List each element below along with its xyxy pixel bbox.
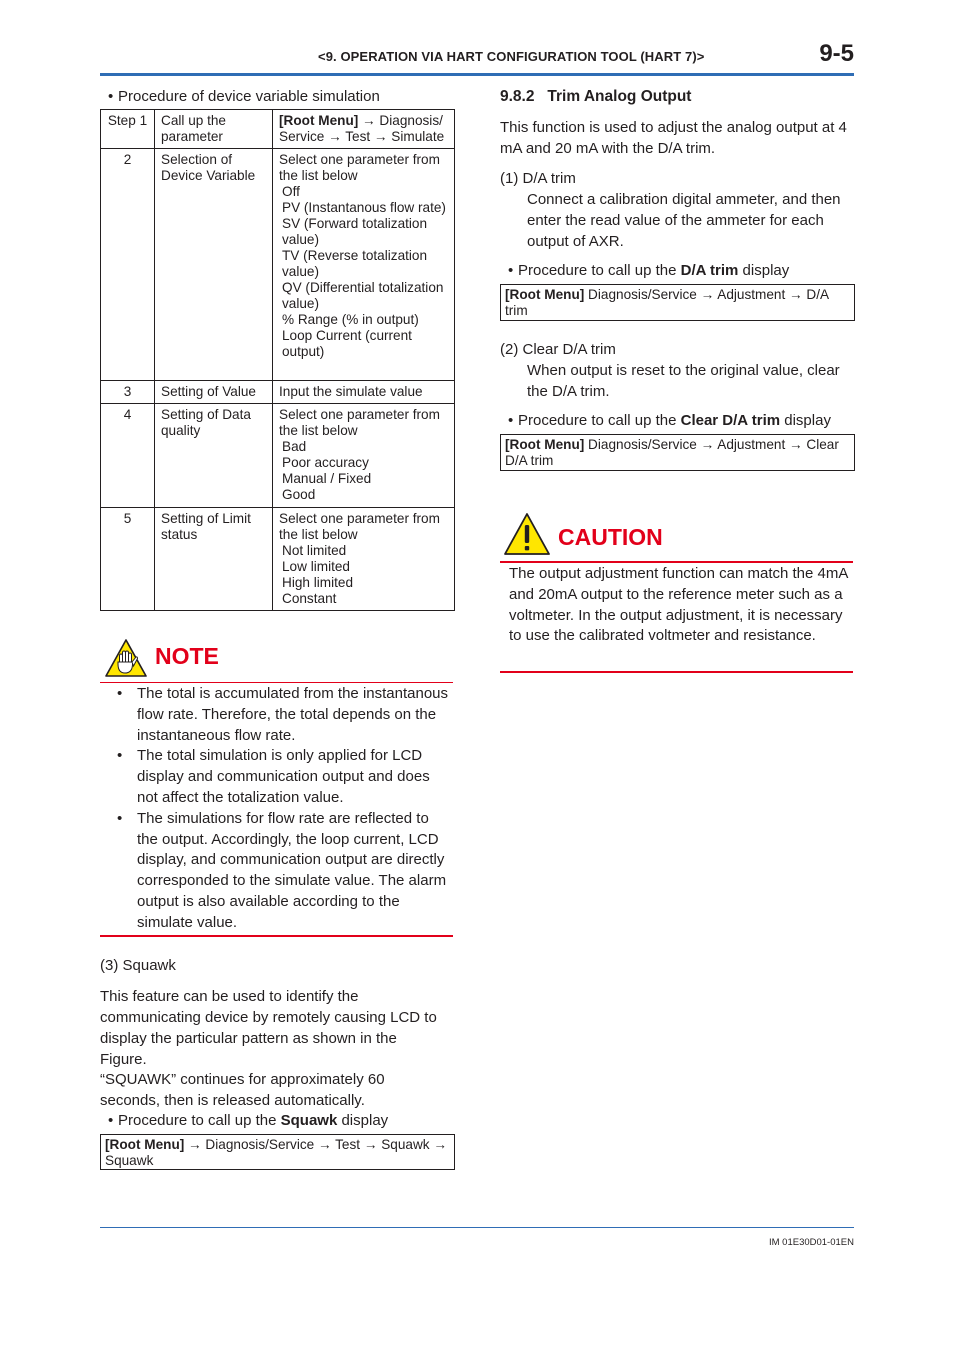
da-trim-procedure-bullet: • Procedure to call up the D/A trim display [500,261,789,281]
page-number: 9-5 [819,40,854,67]
caution-title: CAUTION [558,524,663,550]
list-item: • The simulations for flow rate are reflected to the output. Accordingly, the loop current, LCD display, and communication output are directly corresponded to the simulate value. The alarm output is also available according to the simulate value. [100,809,453,934]
clear-da-trim-menu-path: [Root Menu] Diagnosis/Service → Adjustment → Clear D/A trim [500,434,855,471]
table-row [101,404,455,508]
option-item: QV (Differential totalization value) [282,280,444,311]
option-item: TV (Reverse totalization value) [282,248,428,279]
note-title: NOTE [155,643,219,669]
simulation-procedure-bullet: • Procedure of device variable simulation [100,87,380,107]
table-row [101,381,455,404]
caution-bottom-rule [500,671,853,673]
clear-da-trim-procedure-bullet: • Procedure to call up the Clear D/A trim display [500,411,831,431]
table-cell-step: 3 [101,381,155,404]
option-item: Not limited [282,543,347,558]
section-intro: This function is used to adjust the analog output at 4 mA and 20 mA with the D/A trim. [500,119,847,157]
table-cell-action: Call up the parameter [155,110,273,149]
caution-warning-icon [503,512,551,561]
table-cell-detail: Select one parameter from the list below Bad Poor accuracy Manual / Fixed Good [273,404,455,508]
simulation-table [100,109,455,611]
table-cell-detail: Select one parameter from the list below Off PV (Instantanous flow rate) SV (Forward totalization value) TV (Reverse totalization value) QV (Differential totalization value) % Range (% in output) Loop Current (current output) [273,149,455,381]
squawk-menu-path: [Root Menu] → Diagnosis/Service → Test → Squawk → Squawk [100,1134,455,1170]
table-row [101,149,455,381]
caution-body: The output adjustment function can match the 4mA and 20mA output to the reference meter such as a voltmeter. In the output adjustment, it is necessary to use the calibrated voltmeter and resistance. [509,565,848,645]
squawk-description: This feature can be used to identify the communicating device by remotely causing LCD to display the particular pattern as shown in the Figure. [100,988,437,1068]
table-cell-action: Setting of Limit status [155,508,273,611]
table-cell-action: Setting of Data quality [155,404,273,508]
table-cell-action: Setting of Value [155,381,273,404]
da-trim-heading: (1) D/A trim [500,170,576,187]
table-cell-step: 2 [101,149,155,381]
caution-top-rule [500,561,853,563]
option-item: PV (Instantanous flow rate) [282,200,446,215]
table-cell-detail: [Root Menu] → Diagnosis/ Service → Test → Simulate [273,110,455,149]
footer-rule [100,1227,854,1228]
note-top-rule [100,682,453,683]
bullet-icon: • [108,1112,114,1129]
list-item: • The total is accumulated from the instantanous flow rate. Therefore, the total depends on the instantaneous flow rate. [100,684,453,746]
document-code: IM 01E30D01-01EN [768,1237,854,1248]
option-item: Off [282,184,300,199]
option-item: Good [282,487,316,502]
option-item: High limited [282,575,354,590]
list-item: • The total simulation is only applied for LCD display and communication output and does not affect the totalization value. [100,746,453,808]
bullet-icon: • [508,262,514,279]
clear-da-trim-body: When output is reset to the original value, clear the D/A trim. [527,362,840,400]
running-header: <9. OPERATION VIA HART CONFIGURATION TOOL (HART 7)> [318,49,705,64]
da-trim-menu-path: [Root Menu] Diagnosis/Service → Adjustment → D/A trim [500,284,855,321]
squawk-procedure-bullet: • Procedure to call up the Squawk display [100,1111,388,1131]
section-heading: 9.8.2 Trim Analog Output [500,88,692,105]
note-bottom-rule [100,935,453,937]
note-list [100,684,453,934]
option-item: Constant [282,591,337,606]
squawk-heading: (3) Squawk [100,957,176,974]
option-item: Manual / Fixed [282,471,372,486]
squawk-duration: “SQUAWK” continues for approximately 60 seconds, then is released automatically. [100,1071,385,1109]
option-item: Loop Current (current output) [282,328,412,359]
option-item: Low limited [282,559,350,574]
note-hand-icon [104,638,148,683]
bullet-icon: • [508,412,514,429]
table-cell-step: 5 [101,508,155,611]
table-cell-step: 4 [101,404,155,508]
table-cell-detail: Input the simulate value [273,381,455,404]
option-item: SV (Forward totalization value) [282,216,428,247]
da-trim-body: Connect a calibration digital ammeter, and then enter the read value of the ammeter for each output of AXR. [527,191,841,250]
table-row [101,110,455,149]
header-rule [100,73,854,76]
table-row [101,508,455,611]
clear-da-trim-heading: (2) Clear D/A trim [500,341,616,358]
bullet-icon: • [108,88,114,105]
option-item: Poor accuracy [282,455,369,470]
table-cell-step: Step 1 [101,110,155,149]
table-cell-action: Selection of Device Variable [155,149,273,381]
table-cell-detail: Select one parameter from the list below Not limited Low limited High limited Constant [273,508,455,611]
option-item: % Range (% in output) [282,312,419,327]
option-item: Bad [282,439,307,454]
